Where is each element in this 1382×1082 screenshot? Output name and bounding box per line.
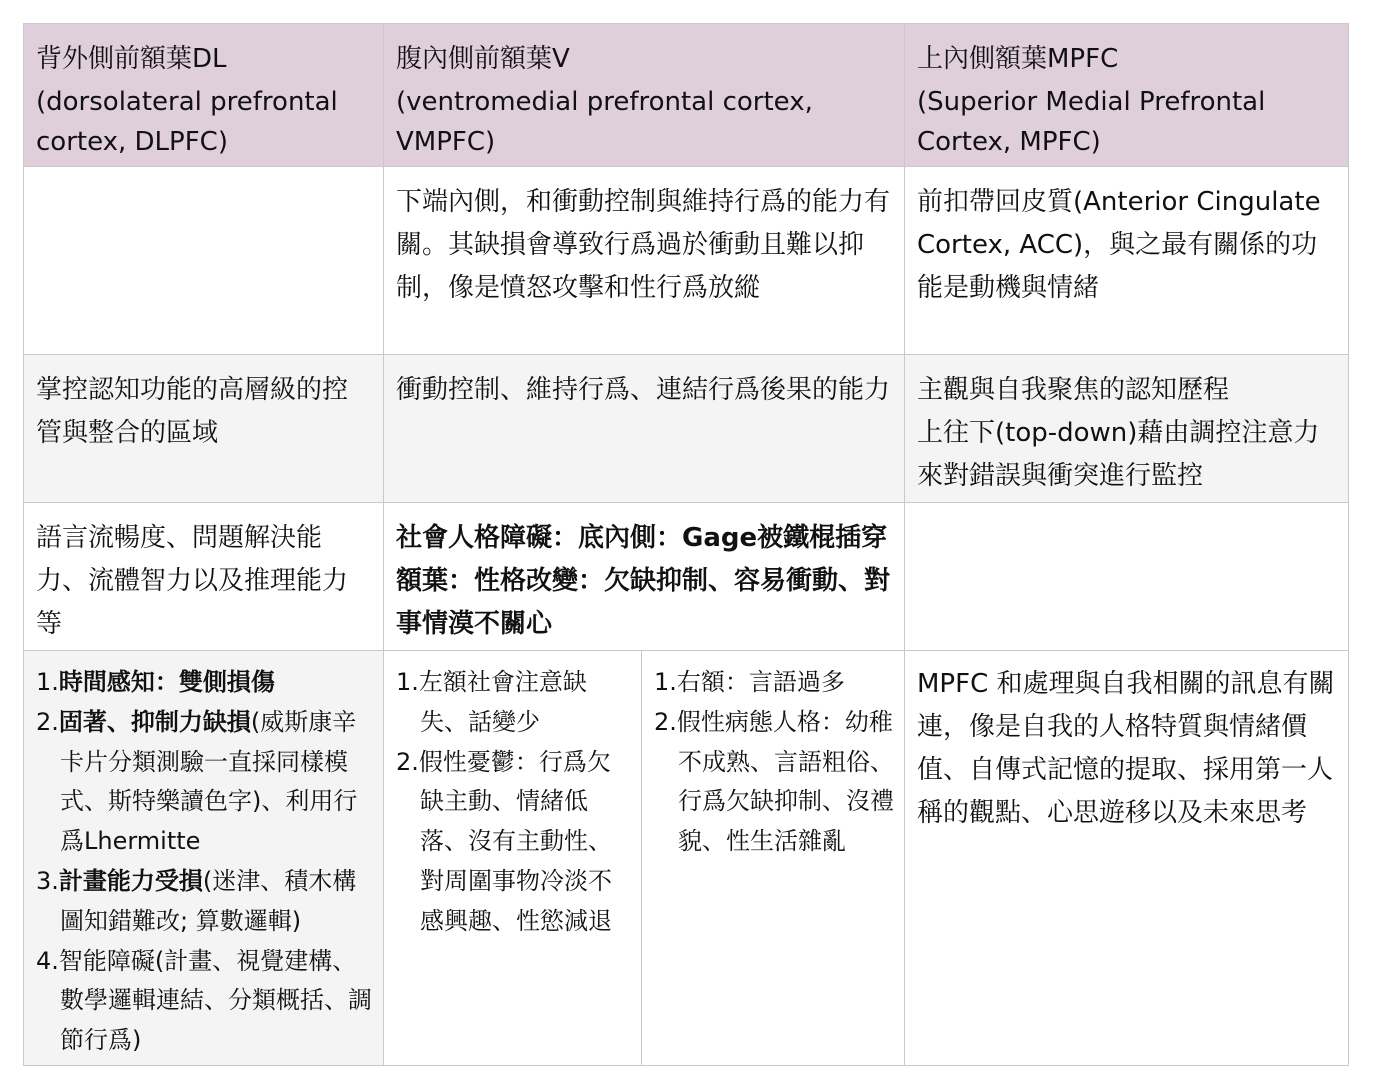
header-dlpfc (24, 24, 384, 167)
mpfc-function-line-2: 上往下(top-down)藉由調控注意力來對錯誤與衝突進行監控 (917, 418, 1320, 491)
header-dlpfc-subtitle: (dorsolateral prefrontal cortex, DLPFC) (36, 87, 338, 157)
prefrontal-comparison-table (23, 23, 1349, 1066)
header-mpfc-subtitle: (Superior Medial Prefrontal Cortex, MPFC) (917, 87, 1266, 157)
cell-mpfc-location: 前扣帶回皮質(Anterior Cingulate Cortex, ACC)，與之最有關係的功能是動機與情緒 (905, 167, 1349, 355)
header-mpfc-title: 上內側額葉MPFC (917, 44, 1119, 74)
table-row-deficits (24, 651, 1349, 1066)
cell-vmpfc-left-deficits (384, 651, 642, 1066)
header-mpfc (905, 24, 1349, 167)
table-row-function (24, 355, 1349, 503)
list-item: 1.右額：言語過多 (654, 668, 845, 696)
cell-mpfc-self-processing: MPFC 和處理與自我相關的訊息有關連，像是自我的人格特質與情緒價值、自傳式記憶的提取、採用第一人稱的觀點、心思遊移以及未來思考 (905, 651, 1349, 1066)
list-item: 2.假性憂鬱：行爲欠缺主動、情緒低落、沒有主動性、對周圍事物冷淡不感興趣、性慾減退 (396, 747, 612, 935)
cell-vmpfc-location: 下端內側，和衝動控制與維持行爲的能力有關。其缺損會導致行爲過於衝動且難以抑制，像是憤怒攻擊和性行爲放縱 (384, 167, 905, 355)
table-row-ability (24, 503, 1349, 651)
list-item: 2.固著、抑制力缺損(威斯康辛卡片分類測驗一直採同樣模式、斯特樂讀色字)、利用行爲Lhermitte (36, 707, 358, 856)
mpfc-function-line-1: 主觀與自我聚焦的認知歷程 (917, 375, 1230, 405)
list-item: 2.假性病態人格：幼稚不成熟、言語粗俗、行爲欠缺抑制、沒禮貌、性生活雜亂 (654, 707, 894, 856)
cell-mpfc-ability (905, 503, 1349, 651)
list-item: 3.計畫能力受損(迷津、積木構圖知錯難改; 算數邏輯) (36, 866, 357, 935)
vmpfc-ability-bold: 社會人格障礙：底內側：Gage被鐵棍插穿額葉：性格改變：欠缺抑制、容易衝動、對事情漠不關心 (396, 523, 891, 639)
cell-vmpfc-function: 衝動控制、維持行爲、連結行爲後果的能力 (384, 355, 905, 503)
header-vmpfc-subtitle: (ventromedial prefrontal cortex, VMPFC) (396, 87, 813, 157)
list-item: 1.時間感知：雙側損傷 (36, 668, 275, 696)
list-item: 1.左額社會注意缺失、話變少 (396, 668, 587, 736)
cell-vmpfc-ability (384, 503, 905, 651)
table-row-location (24, 167, 1349, 355)
dlpfc-deficit-list (36, 663, 373, 1061)
vmpfc-right-list (654, 663, 894, 862)
cell-dlpfc-location (24, 167, 384, 355)
header-vmpfc (384, 24, 905, 167)
list-item: 4.智能障礙(計畫、視覺建構、數學邏輯連結、分類概括、調節行爲) (36, 946, 372, 1055)
vmpfc-left-list (396, 663, 631, 942)
cell-dlpfc-ability: 語言流暢度、問題解決能力、流體智力以及推理能力等 (24, 503, 384, 651)
cell-mpfc-function (905, 355, 1349, 503)
cell-vmpfc-right-deficits (642, 651, 905, 1066)
header-dlpfc-title: 背外側前額葉DL (36, 44, 227, 74)
header-vmpfc-title: 腹內側前額葉V (396, 44, 570, 74)
cell-dlpfc-function: 掌控認知功能的高層級的控管與整合的區域 (24, 355, 384, 503)
cell-dlpfc-deficits (24, 651, 384, 1066)
header-row (24, 24, 1349, 167)
